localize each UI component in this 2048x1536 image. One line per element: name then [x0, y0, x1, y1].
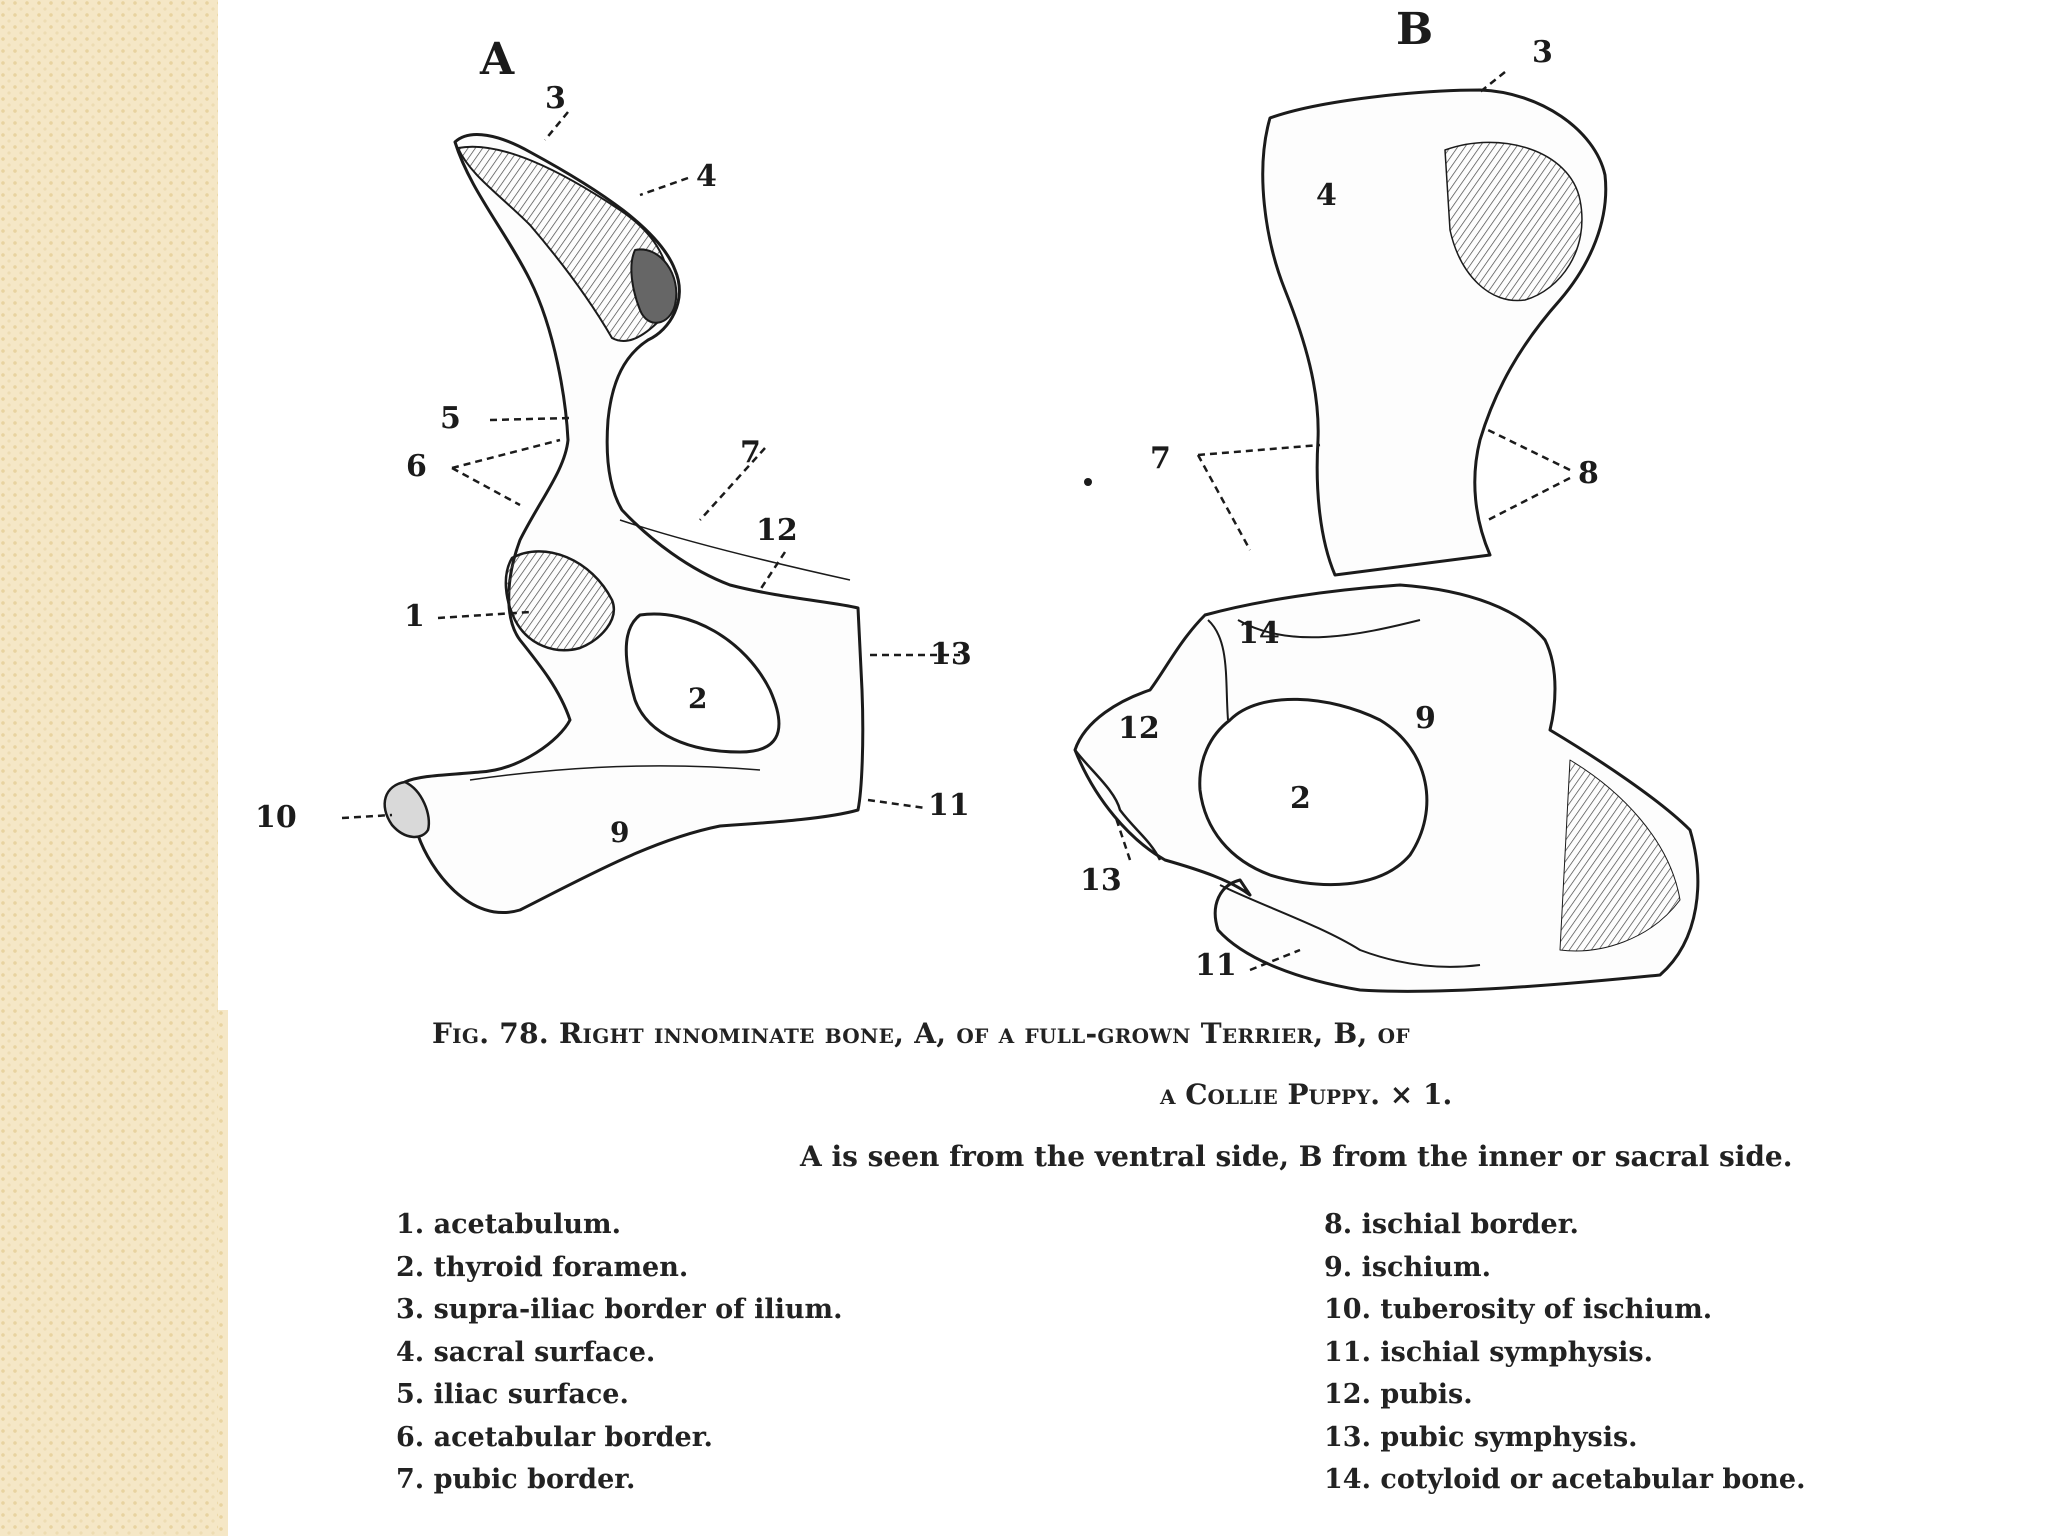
panel-a-number-6: 6 — [406, 449, 427, 484]
panel-a-number-2: 2 — [688, 682, 708, 715]
panel-b-number-7: 7 — [1150, 441, 1171, 476]
panel-b-number-3: 3 — [1532, 35, 1553, 70]
panel-b-label: B — [1396, 4, 1434, 55]
panel-b-number-8: 8 — [1578, 456, 1599, 491]
legend-item: 10. tuberosity of ischium. — [1324, 1294, 1713, 1325]
panel-b-number-12: 12 — [1118, 711, 1160, 746]
legend-item: 1. acetabulum. — [396, 1209, 622, 1240]
panel-b-number-14: 14 — [1238, 616, 1280, 651]
panel-a-number-13: 13 — [930, 637, 972, 672]
legend-right-column — [1324, 1204, 1805, 1502]
decorative-side-band-lower — [218, 1010, 228, 1536]
panel-a-number-10: 10 — [255, 800, 297, 835]
legend-item: 11. ischial symphysis. — [1324, 1336, 1654, 1368]
figure-caption-line-1: Fig. 78. Right innominate bone, A, of a full-grown Terrier, B, of — [432, 1017, 1410, 1050]
panel-a-number-9: 9 — [610, 816, 630, 849]
panel-a-number-7: 7 — [740, 435, 761, 470]
panel-a-number-11: 11 — [928, 788, 970, 823]
legend-item: 7. pubic border. — [396, 1464, 636, 1495]
panel-a-label: A — [480, 34, 515, 85]
legend-item: 13. pubic symphysis. — [1324, 1421, 1638, 1453]
legend-item: 12. pubis. — [1324, 1379, 1473, 1410]
panel-b-number-2: 2 — [1290, 781, 1311, 816]
panel-a-number-4: 4 — [696, 159, 717, 194]
stray-dot — [1084, 478, 1092, 486]
legend-item: 2. thyroid foramen. — [396, 1251, 689, 1283]
legend-item: 9. ischium. — [1324, 1251, 1491, 1283]
panel-b-number-9: 9 — [1415, 701, 1436, 736]
panel-b-number-11: 11 — [1195, 948, 1237, 983]
legend-item: 4. sacral surface. — [396, 1336, 656, 1368]
legend-item: 8. ischial border. — [1324, 1209, 1579, 1240]
panel-a-number-5: 5 — [440, 401, 461, 436]
panel-b-bone — [1075, 90, 1698, 991]
panel-b-number-4: 4 — [1316, 178, 1337, 213]
legend-item: 14. cotyloid or acetabular bone. — [1324, 1464, 1806, 1495]
figure-caption-line-2: a Collie Puppy. × 1. — [1160, 1078, 1453, 1111]
legend-item: 3. supra-iliac border of ilium. — [396, 1294, 843, 1325]
legend-left-column — [396, 1204, 843, 1502]
panel-a-number-3: 3 — [545, 81, 566, 116]
legend-item: 5. iliac surface. — [396, 1379, 629, 1410]
figure-caption-line-3: A is seen from the ventral side, B from the inner or sacral side. — [800, 1140, 1793, 1173]
panel-b-number-13: 13 — [1080, 863, 1122, 898]
legend-item: 6. acetabular border. — [396, 1421, 713, 1453]
panel-a-number-1: 1 — [404, 599, 425, 634]
panel-a-number-12: 12 — [756, 513, 798, 548]
